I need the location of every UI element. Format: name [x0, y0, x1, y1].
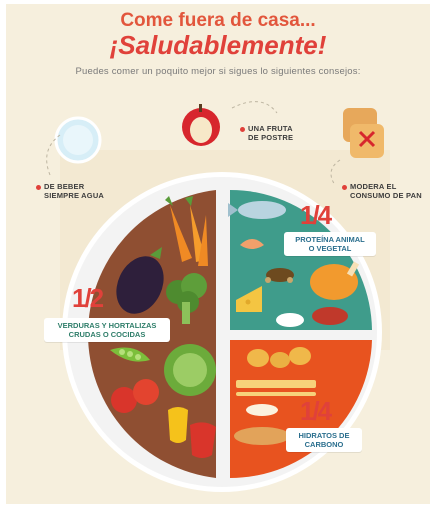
apple-icon [182, 104, 220, 146]
protein-label-line1: PROTEÍNA ANIMAL [295, 235, 365, 244]
tip-bread-line2: CONSUMO DE PAN [350, 191, 422, 200]
vegetables-fraction: 1/2 [72, 283, 103, 313]
vegetables-label-line2: CRUDAS O COCIDAS [68, 330, 146, 339]
carbs-fraction: 1/4 [300, 396, 331, 426]
protein-label [284, 232, 376, 256]
carbs-label [286, 428, 362, 452]
tip-water-line1: DE BEBER [44, 182, 85, 191]
bullet-dot [36, 185, 41, 190]
tip-bread [342, 182, 422, 200]
title-line-2: ¡Saludablemente! [109, 30, 327, 60]
tofu-icon [276, 313, 304, 327]
water-glass-icon [56, 118, 100, 162]
pasta-icon [236, 380, 316, 396]
tip-fruit-line2: DE POSTRE [248, 133, 294, 142]
vegetables-label [44, 318, 170, 342]
bread-loaf-icon [234, 427, 290, 445]
tip-fruit-line1: UNA FRUTA [248, 124, 293, 133]
protein-label-line2: O VEGETAL [308, 244, 352, 253]
rice-icon [246, 404, 278, 416]
tip-bread-line1: MODERA EL [350, 182, 397, 191]
carbs-label-line1: HIDRATOS DE [298, 431, 350, 440]
protein-fraction: 1/4 [300, 200, 331, 230]
bullet-dot [240, 127, 245, 132]
tip-water [36, 182, 104, 200]
carbs-label-line2: CARBONO [304, 440, 344, 449]
tip-fruit [240, 124, 293, 142]
tip-water-line2: SIEMPRE AGUA [44, 191, 105, 200]
vegetables-label-line1: VERDURAS Y HORTALIZAS [57, 321, 157, 330]
title-line-1: Come fuera de casa... [120, 10, 316, 31]
subtitle: Puedes comer un poquito mejor si sigues lo siguientes consejos: [75, 66, 361, 77]
meat-icon [312, 307, 348, 325]
cabbage-icon [164, 344, 216, 396]
bullet-dot [342, 185, 347, 190]
